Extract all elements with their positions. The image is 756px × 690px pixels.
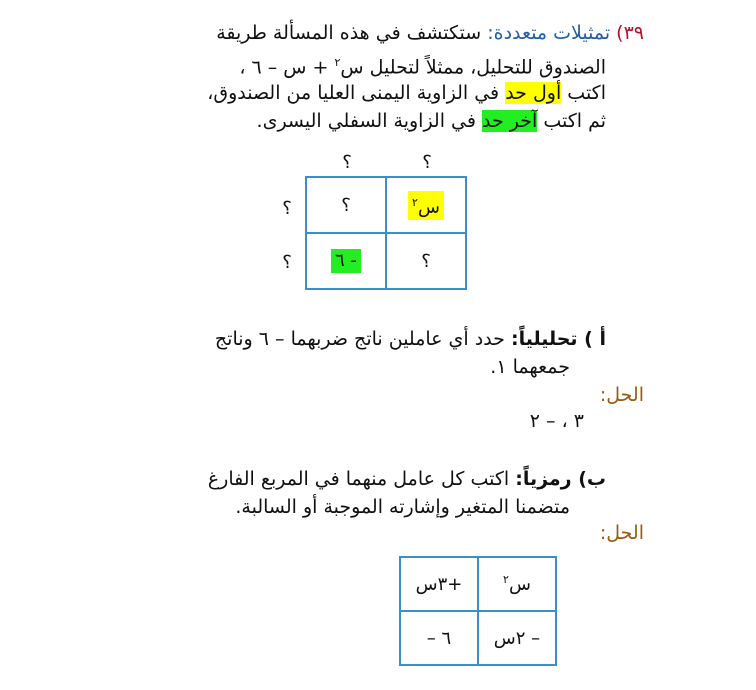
part-b-line-1	[208, 466, 606, 492]
col-mark-left: ؟	[342, 152, 352, 173]
box1-cell-bottom-right: ؟	[386, 233, 466, 289]
box1-cell-top-right	[386, 177, 466, 233]
box1-cell-bottom-left	[306, 233, 386, 289]
question-text-4a: ثم اكتب	[543, 110, 606, 132]
part-a-text-1: حدد أي عاملين ناتج ضربهما – ٦ وناتج	[214, 328, 505, 350]
question-title: تمثيلات متعددة:	[487, 22, 611, 44]
factor-box-1	[305, 176, 467, 290]
box2-cell-top-left: +٣س	[400, 557, 478, 611]
box2-cell-bottom-right: – ٢س	[478, 611, 556, 665]
box2-cell-top-right: س$^٢$	[478, 557, 556, 611]
question-line-4	[257, 108, 606, 134]
part-b-label: ب) رمزياً:	[515, 468, 606, 490]
question-text-4b: في الزاوية السفلي اليسرى.	[256, 110, 476, 132]
col-mark-right: ؟	[422, 152, 432, 173]
question-text-3b: في الزاوية اليمنى العليا من الصندوق،	[207, 82, 500, 104]
highlight-last-term: آخر حد	[482, 110, 538, 132]
question-line-2	[239, 50, 606, 80]
question-number: ٣٩)	[616, 22, 644, 44]
question-text-2: الصندوق للتحليل، ممثلاً لتحليل س	[340, 56, 606, 79]
box2-cell-bottom-left: ٦ –	[400, 611, 478, 665]
part-b-solution-label: الحل:	[599, 522, 644, 544]
question-line-1	[216, 20, 644, 46]
question-text-1: ستكتشف في هذه المسألة طريقة	[216, 22, 482, 44]
question-line-3	[207, 80, 606, 106]
part-a-solution-label: الحل:	[599, 384, 644, 406]
part-a-line-1	[215, 326, 606, 352]
box1-cell-top-left: ؟	[306, 177, 386, 233]
part-a-label: أ ) تحليلياً:	[510, 328, 606, 350]
row-mark-top: ؟	[282, 198, 292, 219]
highlight-first-term: أول حد	[505, 82, 562, 104]
part-a-line-2: جمعهما ١.	[490, 356, 570, 378]
row-mark-bottom: ؟	[282, 252, 292, 273]
question-text-2-end: + س – ٦ ،	[239, 56, 329, 79]
factor-box-2	[399, 556, 557, 666]
question-text-3a: اكتب	[567, 82, 606, 104]
box1-first-term: س$^٢$	[408, 191, 444, 220]
part-b-text-1: اكتب كل عامل منهما في المربع الفارغ	[207, 468, 510, 490]
exponent: ٢	[334, 56, 341, 69]
box1-last-term: - ٦	[331, 249, 361, 273]
part-b-line-2: متضمنا المتغير وإشارته الموجبة أو السالبة.	[235, 496, 570, 518]
part-a-answer: ٣ ، – ٢	[529, 410, 584, 432]
